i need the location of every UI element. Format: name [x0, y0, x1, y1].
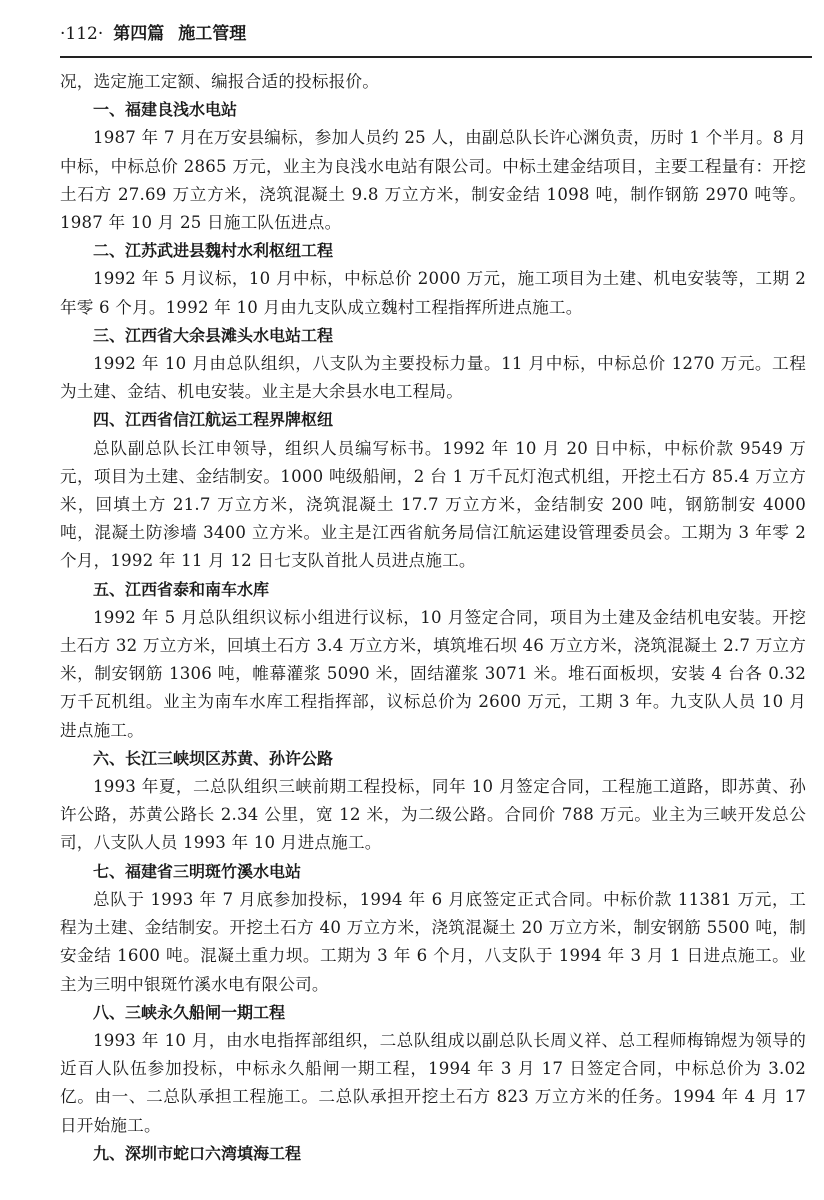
running-header — [60, 22, 806, 48]
section-paragraph-6: 1993 年夏，二总队组织三峡前期工程投标，同年 10 月签定合同，工程施工道路，即苏黄、孙许公路，苏黄公路长 2.34 公里，宽 12 米，为二级公路。合同价 788 万元。业主为三峡开发总公司，八支队人员 1993 年 10 月进点施工。 — [60, 777, 806, 853]
page-number: ·112· — [60, 24, 104, 44]
section-heading-8: 八、三峡永久船闸一期工程 — [93, 1002, 286, 1022]
section-paragraph-2: 1992 年 5 月议标，10 月中标，中标总价 2000 万元，施工项目为土建、机电安装等，工期 2 年零 6 个月。1992 年 10 月由九支队成立魏村工程指挥所进点施工。 — [60, 269, 806, 317]
section-heading-2: 二、江苏武进县魏村水利枢纽工程 — [93, 241, 334, 261]
section-paragraph-4: 总队副总队长江申领导，组织人员编写标书。1992 年 10 月 20 日中标，中标价款 9549 万元，项目为土建、金结制安。1000 吨级船闸，2 台 1 万千瓦灯泡式机组，开挖土石方 85.4 万立方米，回填土方 21.7 万立方米，浇筑混凝土 17.7 万立方米，金结制安 200 吨，钢筋制安 4000 吨，混凝土防渗墙 3400 立方米。业主是江西省航务局信江航运建设管理委员会。工期为 3 年零 2 个月，1992 年 11 月 12 日七支队首批人员进点施工。 — [60, 438, 806, 571]
section-paragraph-7: 总队于 1993 年 7 月底参加投标，1994 年 6 月底签定正式合同。中标价款 11381 万元，工程为土建、金结制安。开挖土石方 40 万立方米，浇筑混凝土 20 万立方米，制安钢筋 5500 吨，制安金结 1600 吨。混凝土重力坝。工期为 3 年 6 个月，八支队于 1994 年 3 月 1 日进点施工。业主为三明中银斑竹溪水电有限公司。 — [60, 889, 806, 994]
section-heading-4: 四、江西省信江航运工程界牌枢纽 — [93, 410, 334, 430]
part-title: 第四篇 — [113, 24, 165, 44]
section-heading-7: 七、福建省三明斑竹溪水电站 — [93, 861, 302, 881]
section-paragraph-5: 1992 年 5 月总队组织议标小组进行议标，10 月签定合同，项目为土建及金结机电安装。开挖土石方 32 万立方米，回填土石方 3.4 万立方米，填筑堆石坝 46 万立方米，浇筑混凝土 2.7 万立方米，制安钢筋 1306 吨，帷幕灌浆 5090 米，固结灌浆 3071 米。堆石面板坝，安装 4 台各 0.32 万千瓦机组。业主为南车水库工程指挥部，议标总价为 2600 万元，工期 3 年。九支队人员 10 月进点施工。 — [60, 607, 806, 740]
intro-paragraph: 况，选定施工定额、编报合适的投标报价。 — [60, 72, 380, 91]
section-paragraph-8: 1993 年 10 月，由水电指挥部组织，二总队组成以副总队长周义祥、总工程师梅锦煜为领导的近百人队伍参加投标，中标永久船闸一期工程，1994 年 3 月 17 日签定合同，中标总价为 3.02 亿。由一、二总队承担工程施工。二总队承担开挖土石方 823 万立方米的任务。1994 年 4 月 17 日开始施工。 — [60, 1030, 806, 1135]
header-rule — [60, 56, 812, 58]
section-heading-9: 九、深圳市蛇口六湾填海工程 — [93, 1143, 302, 1163]
section-heading-6: 六、长江三峡坝区苏黄、孙许公路 — [93, 748, 334, 768]
section-paragraph-3: 1992 年 10 月由总队组织，八支队为主要投标力量。11 月中标，中标总价 1270 万元。工程为土建、金结、机电安装。业主是大余县水电工程局。 — [60, 354, 806, 402]
chapter-title: 施工管理 — [178, 24, 247, 44]
section-heading-3: 三、江西省大余县滩头水电站工程 — [93, 325, 334, 345]
body-text — [60, 68, 806, 1168]
section-heading-1: 一、福建良浅水电站 — [93, 100, 238, 120]
section-paragraph-1: 1987 年 7 月在万安县编标，参加人员约 25 人，由副总队长许心渊负责，历时 1 个半月。8 月中标，中标总价 2865 万元，业主为良浅水电站有限公司。中标土建金结项目，主要工程量有：开挖土石方 27.69 万立方米，浇筑混凝土 9.8 万立方米，制安金结 1098 吨，制作钢筋 2970 吨等。1987 年 10 月 25 日施工队伍进点。 — [60, 128, 806, 233]
section-heading-5: 五、江西省泰和南车水库 — [93, 579, 270, 599]
